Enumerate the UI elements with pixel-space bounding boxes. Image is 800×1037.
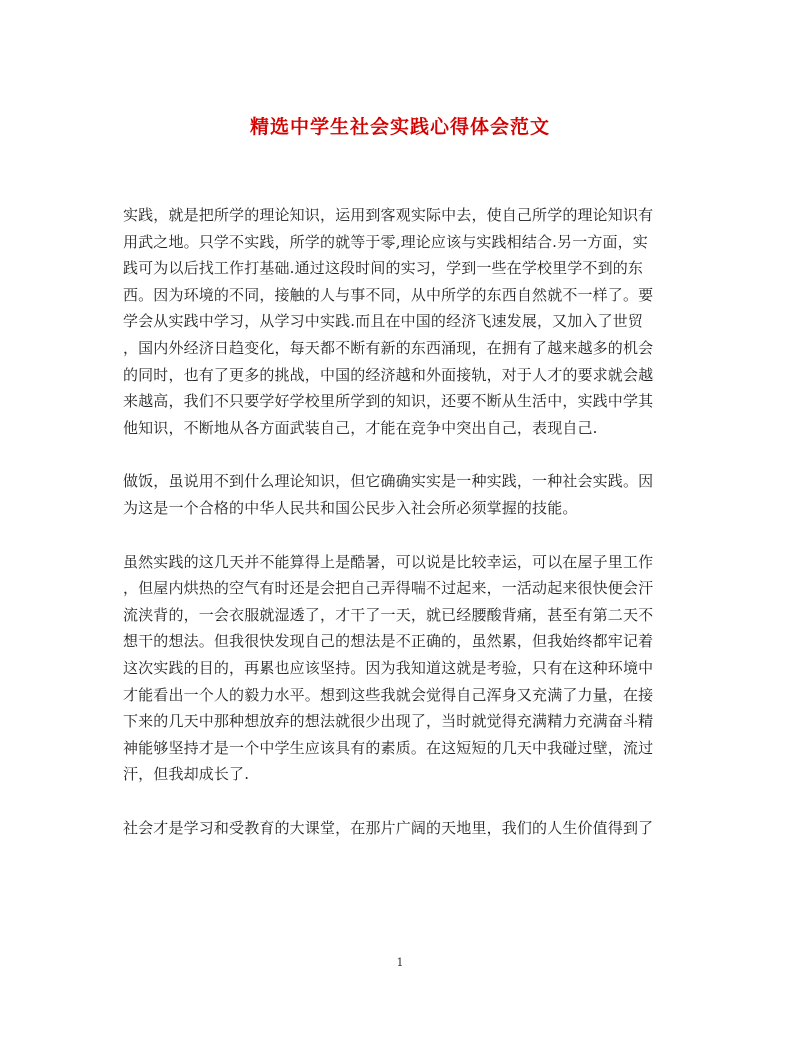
paragraph-spacer <box>123 788 683 815</box>
text-line: 做饭，虽说用不到什么理论知识，但它确确实实是一种实践，一种社会实践。因 <box>123 472 654 491</box>
text-line: 汗，但我却成长了. <box>123 765 250 784</box>
text-line: 西。因为环境的不同，接触的人与事不同，从中所学的东西自然就不一样了。要 <box>123 285 654 304</box>
document-body <box>123 202 683 841</box>
text-line: 用武之地。只学不实践，所学的就等于零,理论应该与实践相结合.另一方面，实 <box>123 232 648 251</box>
paragraph-spacer <box>123 441 683 468</box>
text-line: 神能够坚持才是一个中学生应该具有的素质。在这短短的几天中我碰过壁，流过 <box>123 738 654 757</box>
text-line: ，但屋内烘热的空气有时还是会把自己弄得喘不过起来，一活动起来很快便会汗 <box>123 579 654 598</box>
text-line: 下来的几天中那种想放弃的想法就很少出现了，当时就觉得充满精力充满奋斗精 <box>123 712 654 731</box>
text-line: 虽然实践的这几天并不能算得上是酷暑，可以说是比较幸运，可以在屋子里工作 <box>123 552 654 571</box>
text-line: 这次实践的目的，再累也应该坚持。因为我知道这就是考验，只有在这种环境中 <box>123 658 654 677</box>
text-line: 社会才是学习和受教育的大课堂，在那片广阔的天地里，我们的人生价值得到了 <box>123 818 654 837</box>
text-line: 来越高，我们不只要学好学校里所学到的知识，还要不断从生活中，实践中学其 <box>123 392 654 411</box>
text-line: 的同时，也有了更多的挑战，中国的经济越和外面接轨，对于人才的要求就会越 <box>123 365 654 384</box>
paragraph-spacer <box>123 522 683 549</box>
text-line: 践可为以后找工作打基础.通过这段时间的实习，学到一些在学校里学不到的东 <box>123 259 644 278</box>
text-line: 流浃背的，一会衣服就湿透了，才干了一天，就已经腰酸背痛，甚至有第二天不 <box>123 605 654 624</box>
paragraph <box>123 468 683 521</box>
text-line: ，国内外经济日趋变化，每天都不断有新的东西涌现，在拥有了越来越多的机会 <box>123 338 654 357</box>
paragraph <box>123 815 683 842</box>
text-line: 实践，就是把所学的理论知识，运用到客观实际中去，使自己所学的理论知识有 <box>123 206 654 224</box>
text-line: 他知识，不断地从各方面武装自己，才能在竞争中突出自己，表现自己. <box>123 418 598 437</box>
page-number: 1 <box>396 956 404 969</box>
text-line: 为这是一个合格的中华人民共和国公民步入社会所必须掌握的技能。 <box>123 498 578 517</box>
paragraph <box>123 549 683 788</box>
text-line: 学会从实践中学习，从学习中实践.而且在中国的经济飞速发展，又加入了世贸 <box>123 312 644 331</box>
document-title: 精选中学生社会实践心得体会范文 <box>249 116 550 138</box>
paragraph <box>123 202 683 441</box>
text-line: 才能看出一个人的毅力水平。想到这些我就会觉得自己浑身又充满了力量，在接 <box>123 685 654 704</box>
text-line: 想干的想法。但我很快发现自己的想法是不正确的，虽然累，但我始终都牢记着 <box>123 632 654 651</box>
